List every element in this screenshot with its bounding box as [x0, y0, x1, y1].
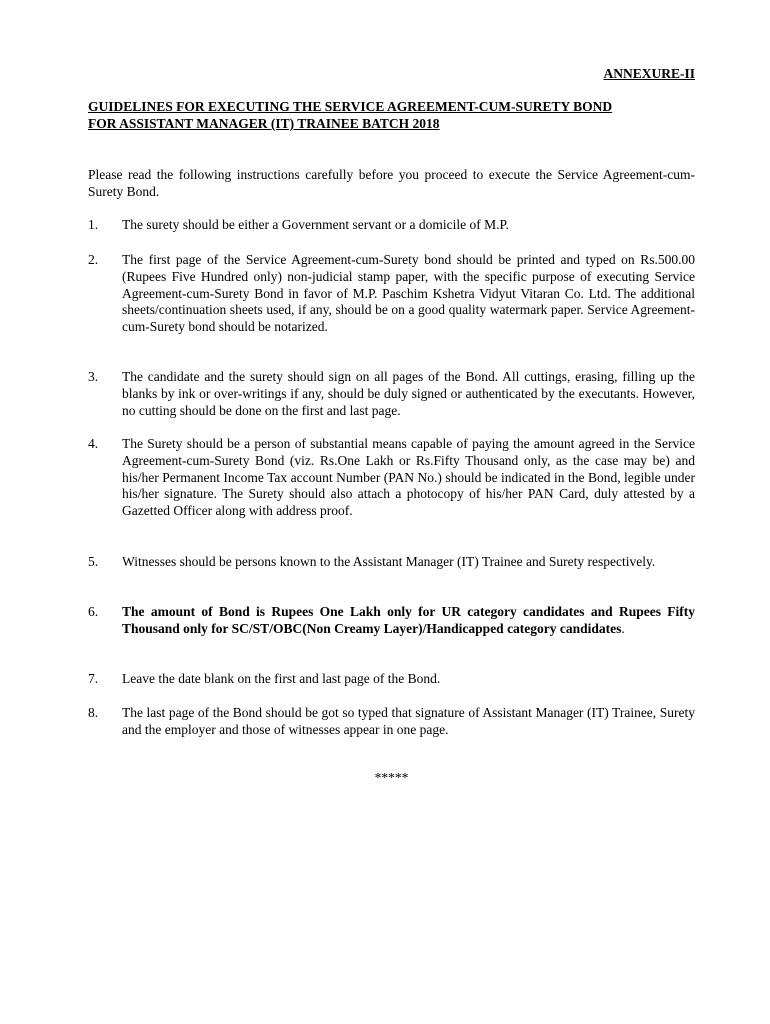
- item-number: 4.: [88, 436, 99, 451]
- item-number: 5.: [88, 554, 99, 569]
- title-line-1: GUIDELINES FOR EXECUTING THE SERVICE AGREEMENT-CUM-SURETY BOND: [88, 99, 613, 114]
- guideline-item-3: [88, 369, 695, 419]
- item-text: [122, 604, 695, 638]
- item-number: 8.: [88, 705, 99, 720]
- guideline-item-2: [88, 252, 695, 336]
- guideline-item-1: [88, 217, 695, 234]
- guideline-item-5: [88, 554, 695, 571]
- item-number: 3.: [88, 369, 99, 384]
- item-text: The last page of the Bond should be got so typed that signature of Assistant Manager (IT) Trainee, Surety and the employer and those of witnesses appear in one page.: [122, 705, 695, 737]
- guideline-item-6: [88, 604, 695, 638]
- item-text-bold: The amount of Bond is Rupees One Lakh only for UR category candidates and Rupees Fifty Thousand only for SC/ST/OBC(Non Creamy Layer)/Handicapped category candidates: [122, 604, 695, 636]
- end-marker: *****: [374, 770, 409, 785]
- item-text: Witnesses should be persons known to the Assistant Manager (IT) Trainee and Surety respectively.: [122, 554, 656, 569]
- title-line-2: FOR ASSISTANT MANAGER (IT) TRAINEE BATCH 2018: [88, 115, 440, 131]
- document-page: [88, 0, 695, 1024]
- item-number: 1.: [88, 217, 99, 232]
- item-number: 2.: [88, 252, 99, 267]
- item-text: The surety should be either a Government servant or a domicile of M.P.: [122, 217, 509, 232]
- item-text-tail: .: [621, 620, 625, 636]
- item-text: The candidate and the surety should sign on all pages of the Bond. All cuttings, erasing, filling up the blanks by ink or over-writings if any, should be duly signed or authenticated by the executants. However, no cutting should be done on the first and last page.: [122, 369, 695, 418]
- item-text: The first page of the Service Agreement-cum-Surety bond should be printed and typed on Rs.500.00 (Rupees Five Hundred only) non-judicial stamp paper, with the specific purpose of executing Service Agreement-cum-Surety Bond in favor of M.P. Paschim Kshetra Vidyut Vitaran Co. Ltd. The additional sheets/continuation sheets used, if any, should be on a good quality watermark paper. Service Agreement-cum-Surety bond should be notarized.: [122, 252, 695, 335]
- guideline-item-4: [88, 436, 695, 520]
- item-text: Leave the date blank on the first and last page of the Bond.: [122, 671, 441, 686]
- document-title: [88, 99, 695, 133]
- item-text: The Surety should be a person of substantial means capable of paying the amount agreed in the Service Agreement-cum-Surety Bond (viz. Rs.One Lakh or Rs.Fifty Thousand only, as the case may be) and his/her Permanent Income Tax account Number (PAN No.) should be indicated in the Bond, legible under his/her signature. The Surety should also attach a photocopy of his/her PAN Card, duly attested by a Gazetted Officer along with address proof.: [122, 436, 695, 519]
- intro-paragraph: Please read the following instructions carefully before you proceed to execute the Service Agreement-cum-Surety Bond.: [88, 167, 695, 199]
- item-number: 6.: [88, 604, 99, 619]
- annexure-label: ANNEXURE-II: [603, 66, 695, 81]
- item-number: 7.: [88, 671, 99, 686]
- guideline-item-7: [88, 671, 695, 688]
- guideline-item-8: [88, 705, 695, 739]
